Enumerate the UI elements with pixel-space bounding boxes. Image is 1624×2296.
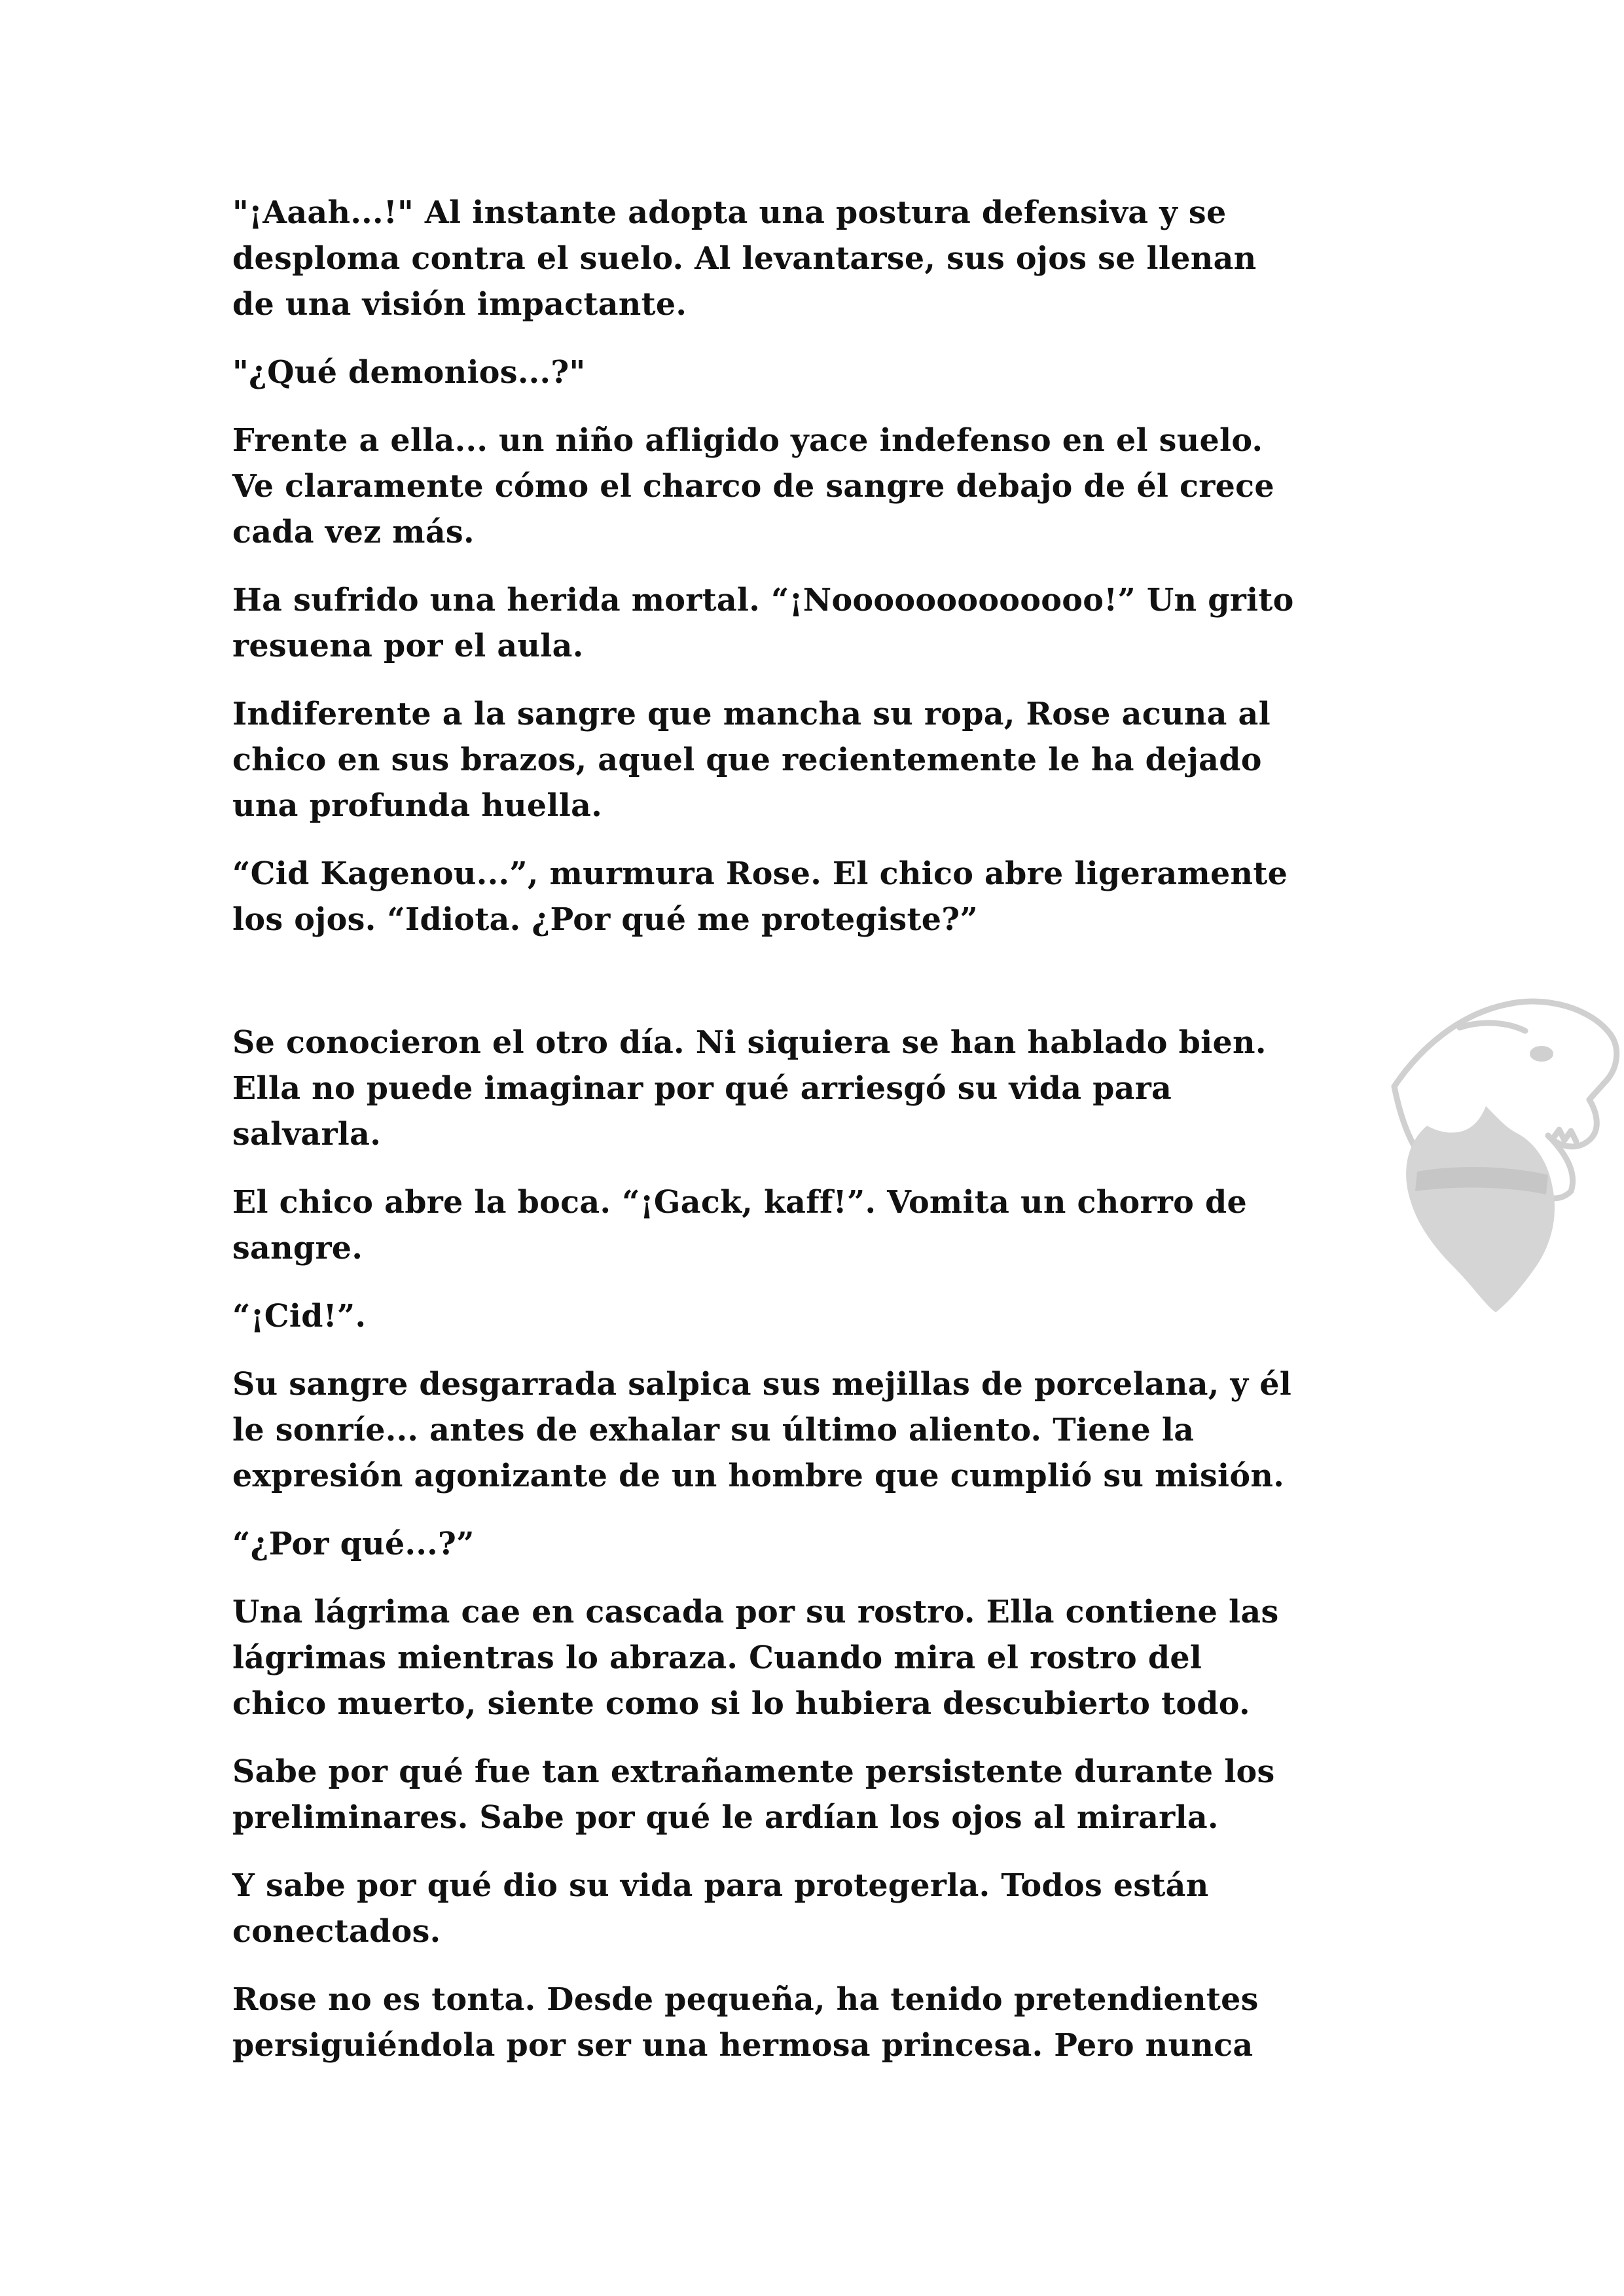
masked-head-silhouette bbox=[1406, 1106, 1555, 1312]
paragraph-5: Indiferente a la sangre que mancha su ropa, Rose acuna al chico en sus brazos, aquel que recientemente le ha dejado una profunda huella. bbox=[232, 696, 1271, 824]
dinosaur-watermark-icon bbox=[1381, 975, 1623, 1316]
paragraph-15: Rose no es tonta. Desde pequeña, ha tenido pretendientes persiguiéndola por ser una hermosa princesa. Pero nunca bbox=[232, 1981, 1259, 2064]
paragraph-12: Una lágrima cae en cascada por su rostro. Ella contiene las lágrimas mientras lo abraza. Cuando mira el rostro del chico muerto, siente como si lo hubiera descubierto todo. bbox=[232, 1594, 1279, 1722]
paragraph-2: "¿Qué demonios...?" bbox=[232, 354, 586, 391]
paragraph-1: "¡Aaah...!" Al instante adopta una postura defensiva y se desploma contra el suelo. Al levantarse, sus ojos se llenan de una visión impactante. bbox=[232, 194, 1257, 323]
paragraph-9: “¡Cid!”. bbox=[232, 1298, 367, 1335]
paragraph-13: Sabe por qué fue tan extrañamente persistente durante los preliminares. Sabe por qué le ardían los ojos al mirarla. bbox=[232, 1753, 1275, 1836]
paragraph-3: Frente a ella... un niño afligido yace indefenso en el suelo. Ve claramente cómo el charco de sangre debajo de él crece cada vez más. bbox=[232, 422, 1274, 550]
text-column bbox=[232, 190, 1430, 2090]
paragraph-7: Se conocieron el otro día. Ni siquiera se han hablado bien. Ella no puede imaginar por qué arriesgó su vida para salvarla. bbox=[232, 1024, 1267, 1153]
paragraph-4: Ha sufrido una herida mortal. “¡Nooooooooooooo!” Un grito resuena por el aula. bbox=[232, 582, 1294, 664]
paragraph-11: “¿Por qué...?” bbox=[232, 1526, 475, 1562]
dinosaur-brow-outline bbox=[1460, 1023, 1525, 1031]
paragraph-8: El chico abre la boca. “¡Gack, kaff!”. Vomita un chorro de sangre. bbox=[232, 1184, 1248, 1266]
dinosaur-eye bbox=[1530, 1046, 1553, 1062]
paragraph-14: Y sabe por qué dio su vida para protegerla. Todos están conectados. bbox=[232, 1867, 1209, 1950]
paragraph-10: Su sangre desgarrada salpica sus mejillas de porcelana, y él le sonríe... antes de exhalar su último aliento. Tiene la expresión agonizante de un hombre que cumplió su misión. bbox=[232, 1366, 1292, 1494]
paragraph-6: “Cid Kagenou...”, murmura Rose. El chico abre ligeramente los ojos. “Idiota. ¿Por qué me protegiste?” bbox=[232, 855, 1288, 938]
